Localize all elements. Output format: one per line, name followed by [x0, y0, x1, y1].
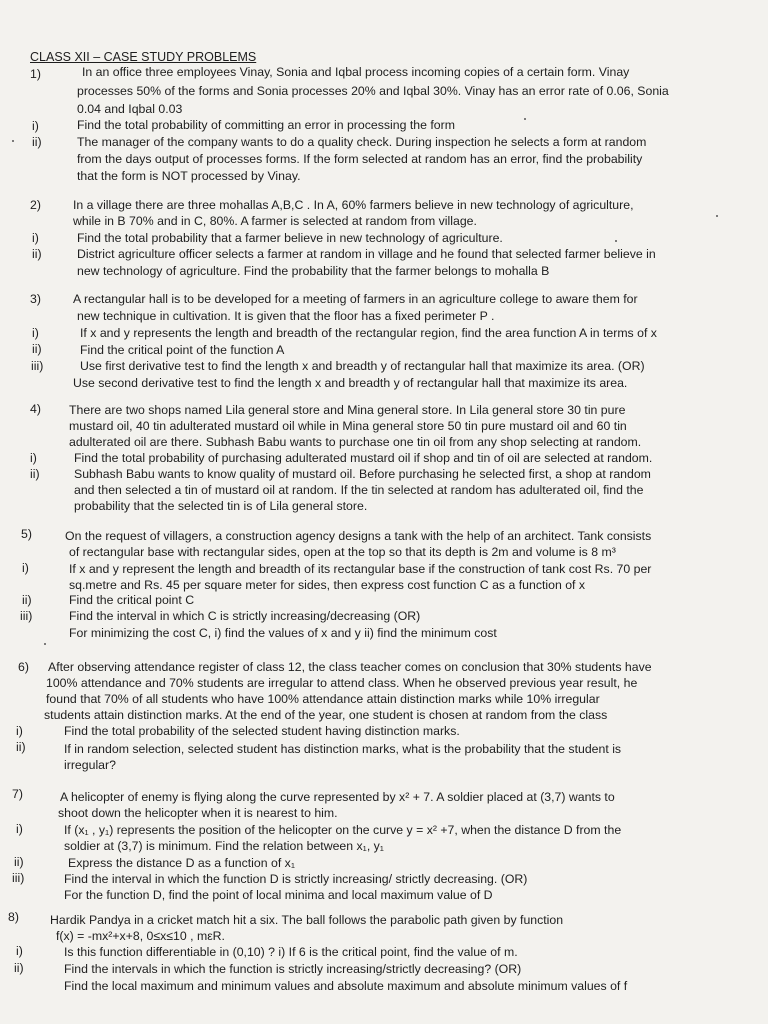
problem-text-line: shoot down the helicopter when it is nearest to him.: [58, 806, 338, 820]
sub-question-marker: i): [16, 944, 23, 958]
problem-number: 8): [8, 910, 19, 924]
problem-number: 3): [30, 292, 41, 306]
sub-question-marker: ii): [14, 961, 24, 975]
problem-text-line: Subhash Babu wants to know quality of mustard oil. Before purchasing he selected first, a shop at random: [74, 467, 651, 481]
problem-text-line: Find the intervals in which the function is strictly increasing/strictly decreasing? (OR): [64, 962, 522, 976]
page-title: CLASS XII – CASE STUDY PROBLEMS: [30, 50, 257, 64]
problem-text-line: 100% attendance and 70% students are irregular to attend class. When he observed previous year result, he: [46, 676, 638, 690]
scan-speck: [44, 643, 46, 645]
problem-text-line: In a village there are three mohallas A,B,C . In A, 60% farmers believe in new technology of agriculture,: [73, 198, 634, 212]
problem-text-line: that the form is NOT processed by Vinay.: [77, 169, 301, 183]
problem-text-line: If x and y represents the length and breadth of the rectangular region, find the area function A in terms of x: [80, 326, 657, 340]
sub-question-marker: ii): [32, 135, 42, 149]
scan-speck: [615, 240, 617, 242]
sub-question-marker: i): [22, 561, 29, 575]
problem-text-line: probability that the selected tin is of Lila general store.: [74, 499, 368, 513]
problem-text-line: Find the total probability of the selected student having distinction marks.: [64, 724, 460, 738]
problem-number: 6): [18, 660, 29, 674]
problem-text-line: Find the interval in which the function D is strictly increasing/ strictly decreasing. (OR): [64, 872, 528, 886]
scan-speck: [716, 215, 718, 217]
problem-text-line: adulterated oil are there. Subhash Babu wants to purchase one tin oil from any shop selecting at random.: [69, 435, 642, 449]
problem-text-line: sq.metre and Rs. 45 per square meter for sides, then express cost function C as a function of x: [69, 578, 586, 592]
problem-text-line: new technique in cultivation. It is given that the floor has a fixed perimeter P .: [77, 309, 495, 323]
sub-question-marker: ii): [22, 593, 32, 607]
problem-text-line: f(x) = -mx²+x+8, 0≤x≤10 , mεR.: [56, 929, 225, 943]
problem-text-line: Is this function differentiable in (0,10) ? i) If 6 is the critical point, find the value of m.: [64, 945, 518, 959]
problem-text-line: students attain distinction marks. At the end of the year, one student is chosen at random from the class: [44, 708, 608, 722]
sub-question-marker: i): [16, 724, 23, 738]
scan-speck: [524, 118, 526, 120]
problem-number: 4): [30, 402, 41, 416]
problem-text-line: After observing attendance register of class 12, the class teacher comes on conclusion that 30% students have: [48, 660, 652, 674]
problem-number: 7): [12, 787, 23, 801]
sub-question-marker: iii): [12, 871, 25, 885]
problem-text-line: and then selected a tin of mustard oil at random. If the tin selected at random has adulterated oil, find the: [74, 483, 644, 497]
sub-question-marker: ii): [14, 855, 24, 869]
problem-text-line: from the days output of processes forms. If the form selected at random has an error, find the probability: [77, 152, 643, 166]
problem-number: 2): [30, 198, 41, 212]
problem-text-line: On the request of villagers, a construction agency designs a tank with the help of an architect. Tank consists: [65, 529, 652, 543]
sub-question-marker: iii): [31, 359, 44, 373]
sub-question-marker: i): [16, 822, 23, 836]
problem-text-line: 0.04 and Iqbal 0.03: [77, 102, 183, 116]
sub-question-marker: ii): [16, 740, 26, 754]
problem-text-line: A rectangular hall is to be developed for a meeting of farmers in an agriculture college to aware them for: [73, 292, 638, 306]
problem-text-line: The manager of the company wants to do a quality check. During inspection he selects a form at random: [77, 135, 647, 149]
problem-text-line: Find the critical point C: [69, 593, 195, 607]
problem-text-line: mustard oil, 40 tin adulterated mustard oil while in Mina general store 50 tin pure mustard oil and 60 tin: [69, 419, 627, 433]
problem-text-line: while in B 70% and in C, 80%. A farmer is selected at random from village.: [73, 214, 477, 228]
problem-text-line: Express the distance D as a function of x₁: [68, 856, 295, 870]
problem-text-line: Find the total probability of purchasing adulterated mustard oil if shop and tin of oil are selected at random.: [74, 451, 653, 465]
problem-text-line: Find the local maximum and minimum values and absolute maximum and absolute minimum values of f: [64, 979, 628, 993]
problem-number: 1): [30, 67, 41, 81]
problem-text-line: If (x₁ , y₁) represents the position of the helicopter on the curve y = x² +7, when the distance D from the: [64, 823, 622, 837]
problem-text-line: found that 70% of all students who have 100% attendance attain distinction marks while 10% irregular: [46, 692, 600, 706]
sub-question-marker: i): [32, 231, 39, 245]
problem-text-line: Find the critical point of the function A: [80, 343, 285, 357]
problem-text-line: Use first derivative test to find the length x and breadth y of rectangular hall that maximize its area. (OR): [80, 359, 645, 373]
problem-text-line: If in random selection, selected student has distinction marks, what is the probability that the student is: [64, 742, 622, 756]
sub-question-marker: ii): [32, 342, 42, 356]
problem-text-line: A helicopter of enemy is flying along the curve represented by x² + 7. A soldier placed at (3,7) wants to: [60, 790, 615, 804]
problem-text-line: In an office three employees Vinay, Sonia and Iqbal process incoming copies of a certain form. Vinay: [82, 65, 630, 79]
sub-question-marker: iii): [20, 609, 33, 623]
problem-text-line: If x and y represent the length and breadth of its rectangular base if the construction of tank cost Rs. 70 per: [69, 562, 652, 576]
problem-text-line: District agriculture officer selects a farmer at random in village and he found that selected farmer believe in: [77, 247, 656, 261]
problem-text-line: Find the interval in which C is strictly increasing/decreasing (OR): [69, 609, 421, 623]
problem-text-line: Use second derivative test to find the length x and breadth y of rectangular hall that maximize its area.: [73, 376, 628, 390]
scan-speck: [12, 140, 14, 142]
problem-text-line: soldier at (3,7) is minimum. Find the relation between x₁, y₁: [64, 839, 384, 853]
sub-question-marker: ii): [30, 467, 40, 481]
problem-text-line: For the function D, find the point of local minima and local maximum value of D: [64, 888, 493, 902]
problem-text-line: Hardik Pandya in a cricket match hit a six. The ball follows the parabolic path given by function: [50, 913, 564, 927]
problem-text-line: For minimizing the cost C, i) find the values of x and y ii) find the minimum cost: [69, 626, 497, 640]
problem-text-line: There are two shops named Lila general store and Mina general store. In Lila general store 30 tin pure: [69, 403, 626, 417]
problem-text-line: irregular?: [64, 758, 116, 772]
sub-question-marker: ii): [32, 247, 42, 261]
sub-question-marker: i): [30, 451, 37, 465]
problem-text-line: of rectangular base with rectangular sides, open at the top so that its depth is 2m and volume is 8 m³: [69, 545, 616, 559]
problem-text-line: Find the total probability of committing an error in processing the form: [77, 118, 455, 132]
problem-number: 5): [21, 527, 32, 541]
sub-question-marker: i): [32, 326, 39, 340]
problem-text-line: new technology of agriculture. Find the probability that the farmer belongs to mohalla B: [77, 264, 550, 278]
problem-text-line: processes 50% of the forms and Sonia processes 20% and Iqbal 30%. Vinay has an error rate of 0.06, Sonia: [77, 84, 669, 98]
problem-text-line: Find the total probability that a farmer believe in new technology of agriculture.: [77, 231, 503, 245]
sub-question-marker: i): [32, 119, 39, 133]
